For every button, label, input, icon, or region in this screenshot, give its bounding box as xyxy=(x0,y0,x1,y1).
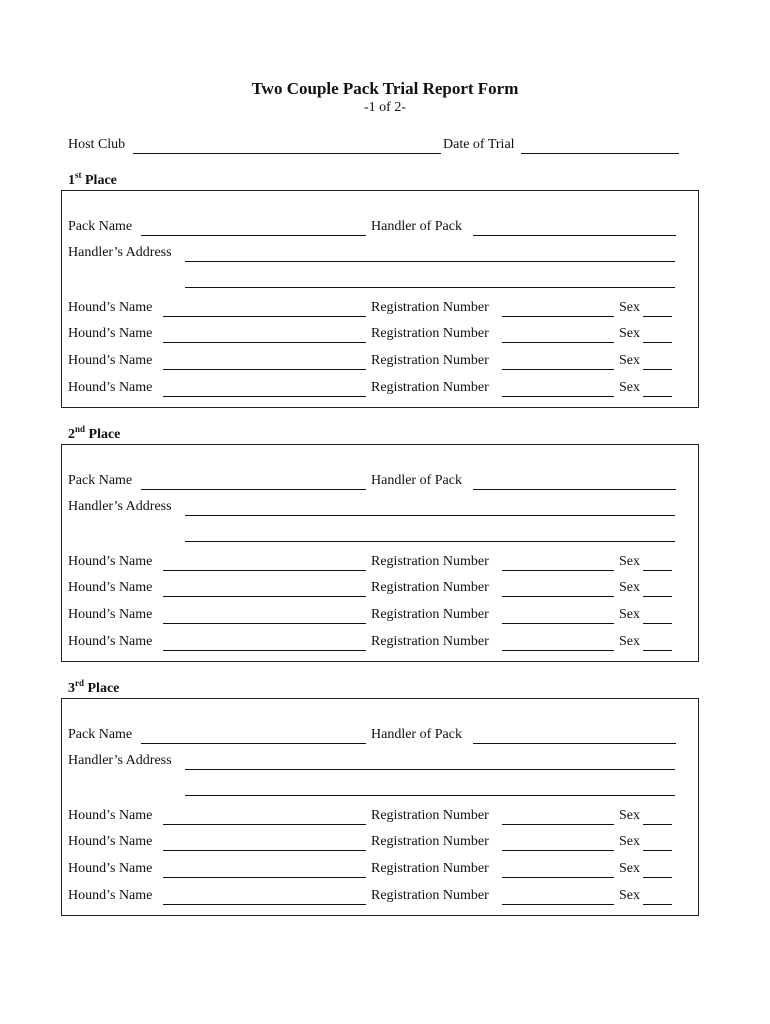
hounds-name-field[interactable] xyxy=(163,650,366,651)
date-of-trial-label: Date of Trial xyxy=(443,137,515,152)
place-word: Place xyxy=(85,173,117,188)
registration-number-field[interactable] xyxy=(502,396,614,397)
registration-number-label: Registration Number xyxy=(371,834,489,849)
hounds-name-label: Hound’s Name xyxy=(68,353,153,368)
sex-field[interactable] xyxy=(643,650,672,651)
hounds-name-field[interactable] xyxy=(163,316,366,317)
pack-name-label: Pack Name xyxy=(68,473,133,488)
sex-field[interactable] xyxy=(643,824,672,825)
registration-number-label: Registration Number xyxy=(371,607,489,622)
hounds-name-label: Hound’s Name xyxy=(68,300,153,315)
sex-label: Sex xyxy=(619,888,640,903)
handlers-address-label: Handler’s Address xyxy=(68,245,172,260)
registration-number-label: Registration Number xyxy=(371,554,489,569)
registration-number-field[interactable] xyxy=(502,570,614,571)
place-ordinal-suffix: rd xyxy=(75,678,84,688)
hounds-name-field[interactable] xyxy=(163,596,366,597)
registration-number-field[interactable] xyxy=(502,596,614,597)
registration-number-label: Registration Number xyxy=(371,380,489,395)
pack-name-field[interactable] xyxy=(141,489,366,490)
sex-field[interactable] xyxy=(643,369,672,370)
place-ordinal-suffix: st xyxy=(75,170,82,180)
registration-number-label: Registration Number xyxy=(371,300,489,315)
registration-number-field[interactable] xyxy=(502,369,614,370)
hounds-name-field[interactable] xyxy=(163,904,366,905)
handler-of-pack-field[interactable] xyxy=(473,235,676,236)
handler-of-pack-label: Handler of Pack xyxy=(371,727,462,742)
registration-number-label: Registration Number xyxy=(371,808,489,823)
hounds-name-label: Hound’s Name xyxy=(68,326,153,341)
sex-label: Sex xyxy=(619,300,640,315)
registration-number-label: Registration Number xyxy=(371,353,489,368)
registration-number-label: Registration Number xyxy=(371,634,489,649)
sex-field[interactable] xyxy=(643,342,672,343)
place-ordinal: 1 xyxy=(68,173,75,188)
sex-field[interactable] xyxy=(643,877,672,878)
hounds-name-label: Hound’s Name xyxy=(68,861,153,876)
form-title: Two Couple Pack Trial Report Form xyxy=(251,79,519,98)
registration-number-field[interactable] xyxy=(502,850,614,851)
sex-label: Sex xyxy=(619,861,640,876)
hounds-name-label: Hound’s Name xyxy=(68,380,153,395)
hounds-name-label: Hound’s Name xyxy=(68,808,153,823)
handlers-address-field-1[interactable] xyxy=(185,769,675,770)
handlers-address-field-2[interactable] xyxy=(185,795,675,796)
sex-field[interactable] xyxy=(643,623,672,624)
registration-number-field[interactable] xyxy=(502,824,614,825)
handlers-address-field-2[interactable] xyxy=(185,287,675,288)
place-ordinal: 3 xyxy=(68,681,75,696)
hounds-name-field[interactable] xyxy=(163,850,366,851)
sex-label: Sex xyxy=(619,634,640,649)
pack-name-label: Pack Name xyxy=(68,219,133,234)
handlers-address-field-2[interactable] xyxy=(185,541,675,542)
registration-number-label: Registration Number xyxy=(371,326,489,341)
registration-number-label: Registration Number xyxy=(371,580,489,595)
sex-field[interactable] xyxy=(643,850,672,851)
sex-field[interactable] xyxy=(643,904,672,905)
sex-label: Sex xyxy=(619,580,640,595)
handlers-address-field-1[interactable] xyxy=(185,261,675,262)
date-of-trial-field[interactable] xyxy=(521,153,679,154)
sex-field[interactable] xyxy=(643,596,672,597)
hounds-name-label: Hound’s Name xyxy=(68,888,153,903)
sex-label: Sex xyxy=(619,607,640,622)
sex-field[interactable] xyxy=(643,396,672,397)
handlers-address-label: Handler’s Address xyxy=(68,753,172,768)
sex-label: Sex xyxy=(619,353,640,368)
place-heading-2 xyxy=(68,424,121,443)
handler-of-pack-field[interactable] xyxy=(473,743,676,744)
place-heading-1 xyxy=(68,170,117,189)
pack-name-label: Pack Name xyxy=(68,727,133,742)
place-heading-3 xyxy=(68,678,120,697)
handlers-address-label: Handler’s Address xyxy=(68,499,172,514)
handler-of-pack-label: Handler of Pack xyxy=(371,473,462,488)
place-ordinal-suffix: nd xyxy=(75,424,86,434)
sex-label: Sex xyxy=(619,808,640,823)
hounds-name-label: Hound’s Name xyxy=(68,554,153,569)
hounds-name-field[interactable] xyxy=(163,570,366,571)
handler-of-pack-field[interactable] xyxy=(473,489,676,490)
page-indicator: -1 of 2- xyxy=(364,100,406,115)
registration-number-field[interactable] xyxy=(502,342,614,343)
hounds-name-label: Hound’s Name xyxy=(68,634,153,649)
registration-number-label: Registration Number xyxy=(371,861,489,876)
place-word: Place xyxy=(88,427,121,442)
sex-field[interactable] xyxy=(643,570,672,571)
sex-label: Sex xyxy=(619,380,640,395)
hounds-name-label: Hound’s Name xyxy=(68,580,153,595)
hounds-name-label: Hound’s Name xyxy=(68,607,153,622)
hounds-name-field[interactable] xyxy=(163,824,366,825)
registration-number-field[interactable] xyxy=(502,623,614,624)
handlers-address-field-1[interactable] xyxy=(185,515,675,516)
registration-number-label: Registration Number xyxy=(371,888,489,903)
host-club-label: Host Club xyxy=(68,137,126,152)
hounds-name-field[interactable] xyxy=(163,342,366,343)
registration-number-field[interactable] xyxy=(502,904,614,905)
pack-name-field[interactable] xyxy=(141,235,366,236)
pack-name-field[interactable] xyxy=(141,743,366,744)
hounds-name-field[interactable] xyxy=(163,877,366,878)
registration-number-field[interactable] xyxy=(502,316,614,317)
sex-label: Sex xyxy=(619,326,640,341)
sex-label: Sex xyxy=(619,834,640,849)
hounds-name-field[interactable] xyxy=(163,623,366,624)
handler-of-pack-label: Handler of Pack xyxy=(371,219,462,234)
hounds-name-field[interactable] xyxy=(163,369,366,370)
place-word: Place xyxy=(87,681,120,696)
place-ordinal: 2 xyxy=(68,427,75,442)
sex-label: Sex xyxy=(619,554,640,569)
host-club-field[interactable] xyxy=(133,153,441,154)
registration-number-field[interactable] xyxy=(502,650,614,651)
hounds-name-label: Hound’s Name xyxy=(68,834,153,849)
sex-field[interactable] xyxy=(643,316,672,317)
registration-number-field[interactable] xyxy=(502,877,614,878)
hounds-name-field[interactable] xyxy=(163,396,366,397)
